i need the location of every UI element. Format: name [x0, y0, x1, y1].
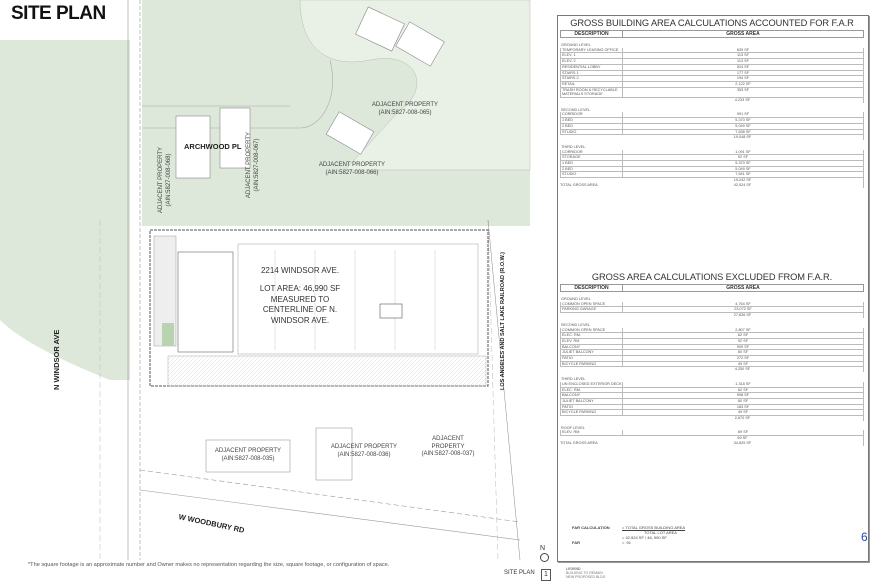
col-gross-area: GROSS AREA	[726, 285, 760, 291]
table-row	[560, 88, 864, 98]
row-gross-area: 1,318 SF	[623, 382, 864, 387]
row-gross-area: 7,638 SF	[623, 130, 864, 135]
row-description: ELEV. 2	[561, 59, 623, 64]
section-label: ROOF LEVEL	[561, 425, 585, 430]
row-description	[560, 367, 622, 372]
row-gross-area: 1,091 SF	[623, 150, 864, 155]
row-gross-area: 92 SF	[623, 339, 864, 344]
row-gross-area: 92 SF	[623, 155, 864, 160]
far-formula-numerator: = TOTAL GROSS BUILDING AREA	[622, 525, 686, 530]
row-gross-area: 49 SF	[623, 410, 864, 415]
road-label-archwood: ARCHWOOD PL	[184, 142, 242, 151]
row-description: RETAIL	[561, 82, 623, 87]
adjacent-property-067: ADJACENT PROPERTY (AIN:5827-008-067)	[246, 131, 260, 199]
footnote: *The square footage is an approximate number and Owner makes no representation regarding the size, square footage, or configuration of space.	[28, 562, 390, 568]
row-gross-area: 4,233 SF	[622, 98, 864, 103]
row-gross-area: 60 SF	[623, 350, 864, 355]
adjacent-property-065: ADJACENT PROPERTY (AIN:5827-008-065)	[371, 102, 439, 116]
sheet-label: SITE PLAN	[504, 570, 535, 576]
row-gross-area: 113 SF	[623, 53, 864, 58]
row-gross-area: 5,370 SF	[623, 118, 864, 123]
row-gross-area: 49 SF	[623, 362, 864, 367]
green-area-west	[0, 40, 130, 380]
page-number: 6	[861, 530, 868, 544]
row-gross-area: 639 SF	[623, 48, 864, 53]
row-gross-area: 909 SF	[623, 345, 864, 350]
row-gross-area: 42,524 SF	[622, 183, 864, 188]
row-description: JULIET BALCONY	[561, 399, 623, 404]
subtotal-row	[560, 98, 864, 103]
far-label: FAR	[572, 540, 580, 545]
adjacent-property-036: ADJACENT PROPERTY (AIN:5827-008-036)	[330, 444, 398, 458]
north-arrow: N	[540, 545, 549, 562]
row-gross-area: 4,250 SF	[622, 367, 864, 372]
row-description: ELEV. RM	[561, 430, 623, 435]
subtotal-row	[560, 135, 864, 140]
table-header	[560, 30, 864, 38]
row-description	[560, 98, 622, 103]
row-description: BALCONY	[561, 345, 623, 350]
row-gross-area: 998 SF	[623, 393, 864, 398]
row-gross-area: 4,764 SF	[623, 302, 864, 307]
row-gross-area: 69 SF	[622, 436, 864, 441]
row-description: RESIDENTIAL LOBBY	[561, 65, 623, 70]
section-label: THIRD LEVEL	[561, 144, 586, 149]
sheet-number: 1	[541, 569, 551, 581]
row-gross-area: 62 SF	[623, 333, 864, 338]
subtotal-row	[560, 416, 864, 421]
row-description: ELEV. RM	[561, 339, 623, 344]
far-formula-denominator: TOTAL LOT AREA	[644, 530, 677, 535]
far-calculation	[572, 525, 685, 545]
lot-info: 2214 WINDSOR AVE. LOT AREA: 46,990 SF MEASURED TO CENTERLINE OF N. WINDSOR AVE.	[259, 266, 341, 325]
area-calculations-panel	[557, 15, 869, 562]
section-label: GROUND LEVEL	[561, 43, 591, 47]
row-gross-area: 5,049 SF	[623, 167, 864, 172]
row-description: STUDIO	[561, 172, 623, 177]
row-description: 1 BED	[561, 161, 623, 166]
row-gross-area: 19,048 SF	[622, 135, 864, 140]
row-description: STAIRS 1	[561, 71, 623, 76]
col-description: DESCRIPTION	[561, 31, 623, 37]
row-description: TRASH ROOM & RECYCLABLE MATERIALS STORAGE	[561, 88, 623, 97]
row-gross-area: 524 SF	[623, 65, 864, 70]
road-label-windsor: N WINDSOR AVE	[52, 329, 61, 390]
row-gross-area: 183 SF	[623, 405, 864, 410]
row-description: TEMPORARY LEASING OFFICE	[561, 48, 623, 53]
row-description: CORRIDOR	[561, 112, 623, 117]
row-gross-area: 2,670 SF	[622, 416, 864, 421]
row-description: STAIRS 2	[561, 76, 623, 81]
row-gross-area: 5,049 SF	[623, 124, 864, 129]
table-header	[560, 284, 864, 292]
row-gross-area: 2,122 SF	[623, 82, 864, 87]
row-gross-area: 991 SF	[623, 112, 864, 117]
row-description: UN ENCLOSED EXTERIOR DECK	[562, 381, 622, 386]
row-description: BICYCLE PARKING	[561, 362, 623, 367]
adjacent-property-035: ADJACENT PROPERTY (AIN:5827-008-035)	[214, 448, 282, 462]
legend: LEGEND BUILDING TO REMAIN NEW PROPOSED BLDG	[566, 567, 606, 579]
row-gross-area: 194 SF	[623, 76, 864, 81]
row-description: STORAGE	[561, 155, 623, 160]
section-label: GROUND LEVEL	[561, 297, 591, 301]
subtotal-row	[560, 183, 864, 188]
row-description: ELEC. RM.	[561, 333, 623, 338]
row-description: COMMON OPEN SPACE	[561, 302, 623, 307]
far-value: = .91	[622, 540, 632, 545]
row-description: 2 BED	[561, 124, 623, 129]
adjacent-property-068: ADJACENT PROPERTY (AIN:5827-008-068)	[158, 146, 172, 214]
row-gross-area: 60 SF	[623, 399, 864, 404]
subtotal-row	[560, 441, 864, 446]
row-description: ELEV. 1	[561, 53, 623, 58]
row-description: 1 BED	[561, 118, 623, 123]
row-description: TOTAL GROSS AREA	[560, 440, 598, 445]
row-gross-area: 62 SF	[623, 388, 864, 393]
row-description: STUDIO	[561, 130, 623, 135]
row-description: BALCONY	[561, 393, 623, 398]
adjacent-property-037: ADJACENT PROPERTY (AIN:5827-008-037)	[421, 436, 475, 457]
section-label: SECOND LEVEL	[561, 322, 591, 327]
subtotal-row	[560, 367, 864, 372]
table-title: GROSS BUILDING AREA CALCULATIONS ACCOUNTED FOR F.A.R	[570, 18, 854, 28]
row-description: CORRIDOR	[561, 150, 623, 155]
adjacent-property-066: ADJACENT PROPERTY (AIN:5827-008-066)	[318, 162, 386, 176]
far-formula-values: = 42,524 SF / 46, 990 SF	[622, 535, 667, 540]
section-label: THIRD LEVEL	[561, 377, 586, 382]
row-gross-area: 19,242 SF	[622, 178, 864, 183]
road-label-railroad: LOS ANGELES AND SALT LAKE RAILROAD (R.O.W.)	[500, 252, 506, 390]
row-description	[560, 135, 622, 140]
row-gross-area: 353 SF	[623, 88, 864, 97]
row-gross-area: 177 SF	[623, 71, 864, 76]
row-description: PARKING GARAGE	[561, 307, 623, 312]
row-description: ELEC. RM.	[561, 388, 623, 393]
row-gross-area: 272 SF	[623, 356, 864, 361]
row-gross-area: 5,370 SF	[623, 161, 864, 166]
road-label-woodbury: W WOODBURY RD	[177, 512, 246, 535]
row-gross-area: 23,072 SF	[623, 307, 864, 312]
row-gross-area: 69 SF	[623, 430, 864, 435]
row-gross-area: 7,641 SF	[623, 172, 864, 177]
row-description: 2 BED	[561, 167, 623, 172]
row-description: JULIET BALCONY	[561, 350, 623, 355]
row-description: PATIO	[561, 405, 623, 410]
table-far-accounted	[560, 17, 864, 188]
row-description: BICYCLE PARKING	[561, 410, 623, 415]
row-description: PATIO	[561, 356, 623, 361]
col-description: DESCRIPTION	[561, 285, 623, 291]
row-gross-area: 34,825 SF	[622, 441, 864, 446]
col-gross-area: GROSS AREA	[726, 31, 760, 37]
subtotal-row	[560, 313, 864, 318]
page-title: SITE PLAN	[11, 3, 106, 24]
row-description: COMMON OPEN SPACE	[561, 328, 623, 333]
row-description: TOTAL GROSS AREA	[560, 182, 598, 187]
row-gross-area: 113 SF	[623, 59, 864, 64]
table-far-excluded	[560, 271, 864, 446]
row-gross-area: 27,836 SF	[622, 313, 864, 318]
row-gross-area: 2,807 SF	[623, 328, 864, 333]
row-description	[560, 416, 622, 421]
section-label: SECOND LEVEL	[561, 107, 591, 112]
far-calc-label: FAR CALCULATION	[572, 525, 610, 530]
row-description	[560, 313, 622, 318]
table-title: GROSS AREA CALCULATIONS EXCLUDED FROM F.A.R.	[591, 272, 833, 282]
